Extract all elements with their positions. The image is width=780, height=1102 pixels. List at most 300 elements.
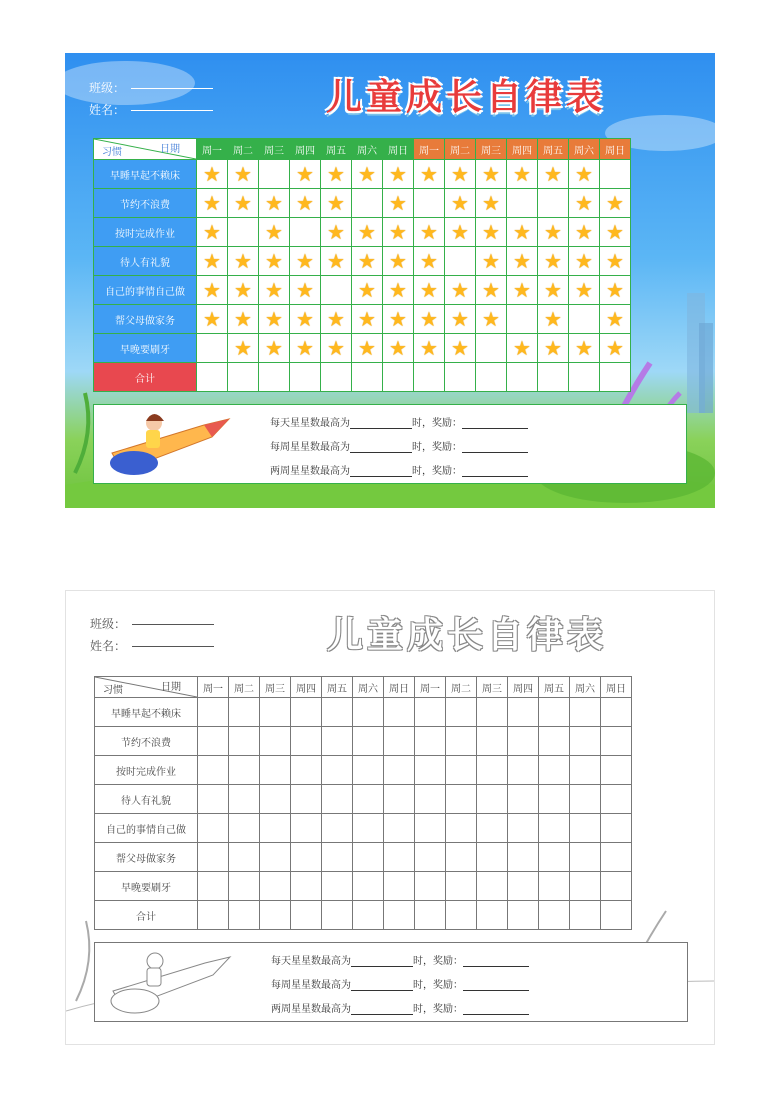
star-icon: ★ — [358, 219, 376, 244]
day-cell-bw[interactable] — [322, 727, 353, 756]
day-cell[interactable] — [259, 189, 290, 218]
day-cell-bw[interactable] — [508, 872, 539, 901]
total-cell-bw[interactable] — [198, 901, 229, 930]
total-cell[interactable] — [383, 363, 414, 392]
day-cell-bw[interactable] — [291, 727, 322, 756]
day-cell[interactable] — [228, 276, 259, 305]
day-cell-bw[interactable] — [601, 843, 632, 872]
day-cell[interactable] — [352, 160, 383, 189]
day-cell-bw[interactable] — [260, 727, 291, 756]
reward-row-weekly-bw: 每周星星数最高为 时，奖励： — [271, 976, 529, 991]
day-cell-bw[interactable] — [446, 814, 477, 843]
star-icon: ★ — [358, 248, 376, 273]
day-cell[interactable] — [414, 189, 445, 218]
day-cell-bw[interactable] — [477, 756, 508, 785]
day-cell[interactable] — [197, 305, 228, 334]
star-icon: ★ — [513, 161, 531, 186]
day-cell-bw[interactable] — [353, 872, 384, 901]
day-cell[interactable] — [290, 305, 321, 334]
total-cell-bw[interactable] — [539, 901, 570, 930]
day-cell-bw[interactable] — [198, 698, 229, 727]
day-cell-bw[interactable] — [260, 843, 291, 872]
day-cell[interactable] — [569, 247, 600, 276]
day-cell-bw[interactable] — [260, 698, 291, 727]
name-field[interactable]: 姓名： — [89, 101, 213, 118]
reward-panel — [93, 404, 687, 484]
day-cell[interactable] — [352, 305, 383, 334]
day-header-bw: 周三 — [260, 677, 291, 698]
day-cell[interactable] — [507, 160, 538, 189]
day-cell[interactable] — [538, 189, 569, 218]
day-cell[interactable] — [476, 334, 507, 363]
day-cell-bw[interactable] — [415, 814, 446, 843]
day-cell-bw[interactable] — [477, 872, 508, 901]
day-cell-bw[interactable] — [539, 727, 570, 756]
day-cell[interactable] — [445, 218, 476, 247]
day-cell[interactable] — [507, 247, 538, 276]
day-header: 周五 — [538, 139, 569, 160]
day-cell[interactable] — [352, 218, 383, 247]
total-cell-bw[interactable] — [384, 901, 415, 930]
day-cell-bw[interactable] — [229, 814, 260, 843]
day-cell[interactable] — [445, 305, 476, 334]
day-cell-bw[interactable] — [415, 727, 446, 756]
day-cell[interactable] — [197, 189, 228, 218]
biweekly-reward-blank[interactable] — [462, 476, 528, 477]
total-cell[interactable] — [290, 363, 321, 392]
star-icon: ★ — [234, 335, 252, 360]
day-cell[interactable] — [352, 334, 383, 363]
day-cell-bw[interactable] — [260, 785, 291, 814]
daily-count-blank[interactable] — [350, 428, 412, 429]
day-cell-bw[interactable] — [446, 785, 477, 814]
day-cell[interactable] — [290, 160, 321, 189]
star-icon: ★ — [389, 248, 407, 273]
day-cell-bw[interactable] — [322, 785, 353, 814]
habit-label: 待人有礼貌 — [94, 247, 197, 276]
day-cell[interactable] — [507, 218, 538, 247]
star-icon: ★ — [544, 161, 562, 186]
total-cell[interactable] — [600, 363, 631, 392]
day-cell-bw[interactable] — [291, 785, 322, 814]
name-field-bw[interactable]: 姓名： — [90, 637, 214, 654]
day-cell[interactable] — [259, 305, 290, 334]
day-cell-bw[interactable] — [508, 698, 539, 727]
day-cell-bw[interactable] — [198, 727, 229, 756]
day-cell-bw[interactable] — [198, 843, 229, 872]
day-cell[interactable] — [569, 334, 600, 363]
day-cell-bw[interactable] — [508, 814, 539, 843]
day-cell[interactable] — [197, 247, 228, 276]
biweekly-count-blank[interactable] — [350, 476, 412, 477]
day-cell-bw[interactable] — [384, 872, 415, 901]
star-icon: ★ — [358, 335, 376, 360]
day-cell-bw[interactable] — [446, 843, 477, 872]
star-icon: ★ — [420, 161, 438, 186]
day-cell[interactable] — [569, 305, 600, 334]
day-cell[interactable] — [352, 247, 383, 276]
day-cell-bw[interactable] — [446, 727, 477, 756]
day-header: 周一 — [197, 139, 228, 160]
star-icon: ★ — [203, 161, 221, 186]
day-cell-bw[interactable] — [601, 872, 632, 901]
day-cell-bw[interactable] — [384, 843, 415, 872]
day-cell-bw[interactable] — [198, 814, 229, 843]
star-icon: ★ — [451, 219, 469, 244]
biweekly-reward-blank-bw[interactable] — [463, 1014, 529, 1015]
day-cell-bw[interactable] — [415, 756, 446, 785]
star-icon: ★ — [203, 306, 221, 331]
day-cell-bw[interactable] — [601, 814, 632, 843]
total-cell-bw[interactable] — [260, 901, 291, 930]
total-cell[interactable] — [228, 363, 259, 392]
day-cell-bw[interactable] — [601, 727, 632, 756]
weekly-reward-blank-bw[interactable] — [463, 990, 529, 991]
weekly-count-blank-bw[interactable] — [351, 990, 413, 991]
day-cell-bw[interactable] — [570, 814, 601, 843]
habit-label: 早睡早起不赖床 — [94, 160, 197, 189]
total-cell-bw[interactable] — [601, 901, 632, 930]
total-cell[interactable] — [414, 363, 445, 392]
star-icon: ★ — [234, 248, 252, 273]
day-cell-bw[interactable] — [601, 756, 632, 785]
total-cell[interactable] — [445, 363, 476, 392]
class-field-bw[interactable]: 班级： — [90, 615, 214, 632]
total-cell[interactable] — [259, 363, 290, 392]
day-cell-bw[interactable] — [322, 843, 353, 872]
day-cell-bw[interactable] — [539, 756, 570, 785]
day-cell-bw[interactable] — [322, 872, 353, 901]
total-cell[interactable] — [321, 363, 352, 392]
day-cell[interactable] — [290, 276, 321, 305]
day-cell[interactable] — [476, 189, 507, 218]
total-cell-bw[interactable] — [570, 901, 601, 930]
day-cell[interactable] — [383, 160, 414, 189]
name-input-line-bw[interactable] — [132, 646, 214, 647]
day-cell-bw[interactable] — [601, 785, 632, 814]
day-cell-bw[interactable] — [291, 872, 322, 901]
biweekly-count-blank-bw[interactable] — [351, 1014, 413, 1015]
class-input-line[interactable] — [131, 88, 213, 89]
day-cell[interactable] — [197, 218, 228, 247]
habit-label: 早晚要刷牙 — [94, 334, 197, 363]
star-icon: ★ — [265, 335, 283, 360]
day-cell[interactable] — [321, 189, 352, 218]
day-cell[interactable] — [259, 160, 290, 189]
star-icon: ★ — [420, 219, 438, 244]
day-cell[interactable] — [259, 247, 290, 276]
habit-row-bw — [95, 843, 632, 872]
star-icon: ★ — [327, 248, 345, 273]
day-cell-bw[interactable] — [198, 785, 229, 814]
day-cell-bw[interactable] — [477, 727, 508, 756]
star-icon: ★ — [389, 219, 407, 244]
day-header: 周三 — [476, 139, 507, 160]
day-cell[interactable] — [352, 276, 383, 305]
day-cell[interactable] — [538, 160, 569, 189]
day-cell[interactable] — [569, 276, 600, 305]
day-cell[interactable] — [414, 305, 445, 334]
star-icon: ★ — [420, 335, 438, 360]
star-icon: ★ — [327, 161, 345, 186]
day-cell[interactable] — [290, 189, 321, 218]
day-cell-bw[interactable] — [353, 785, 384, 814]
day-cell-bw[interactable] — [446, 872, 477, 901]
day-cell[interactable] — [538, 276, 569, 305]
day-cell[interactable] — [600, 276, 631, 305]
day-cell-bw[interactable] — [446, 698, 477, 727]
habit-label: 帮父母做家务 — [94, 305, 197, 334]
star-icon: ★ — [389, 190, 407, 215]
day-cell[interactable] — [228, 189, 259, 218]
day-cell[interactable] — [445, 247, 476, 276]
total-cell-bw[interactable] — [446, 901, 477, 930]
day-header-bw: 周一 — [415, 677, 446, 698]
day-cell-bw[interactable] — [198, 872, 229, 901]
reward-row-weekly: 每周星星数最高为 时，奖励： — [270, 438, 528, 453]
star-icon: ★ — [606, 248, 624, 273]
day-cell[interactable] — [321, 334, 352, 363]
habit-label: 按时完成作业 — [94, 218, 197, 247]
day-cell-bw[interactable] — [415, 872, 446, 901]
day-cell-bw[interactable] — [229, 785, 260, 814]
star-icon: ★ — [482, 190, 500, 215]
day-cell[interactable] — [538, 218, 569, 247]
star-icon: ★ — [575, 335, 593, 360]
day-cell[interactable] — [414, 218, 445, 247]
girl-rocket-line-art — [95, 943, 245, 1021]
day-cell-bw[interactable] — [415, 843, 446, 872]
day-header: 周六 — [569, 139, 600, 160]
day-cell-bw[interactable] — [446, 756, 477, 785]
total-cell[interactable] — [569, 363, 600, 392]
total-cell-bw[interactable] — [477, 901, 508, 930]
day-cell-bw[interactable] — [570, 698, 601, 727]
day-cell-bw[interactable] — [353, 843, 384, 872]
day-cell-bw[interactable] — [477, 843, 508, 872]
day-cell-bw[interactable] — [539, 698, 570, 727]
daily-reward-blank-bw[interactable] — [463, 966, 529, 967]
day-cell-bw[interactable] — [508, 756, 539, 785]
total-cell-bw[interactable] — [508, 901, 539, 930]
day-cell[interactable] — [197, 276, 228, 305]
day-cell-bw[interactable] — [229, 872, 260, 901]
star-icon: ★ — [296, 248, 314, 273]
day-cell-bw[interactable] — [570, 785, 601, 814]
day-cell-bw[interactable] — [415, 698, 446, 727]
day-cell[interactable] — [352, 189, 383, 218]
day-cell[interactable] — [476, 276, 507, 305]
day-cell-bw[interactable] — [291, 814, 322, 843]
day-cell-bw[interactable] — [353, 698, 384, 727]
star-icon: ★ — [203, 277, 221, 302]
day-cell[interactable] — [197, 160, 228, 189]
day-cell-bw[interactable] — [539, 843, 570, 872]
star-icon: ★ — [451, 335, 469, 360]
day-cell[interactable] — [290, 334, 321, 363]
day-cell[interactable] — [476, 160, 507, 189]
day-cell[interactable] — [600, 218, 631, 247]
day-cell[interactable] — [538, 247, 569, 276]
day-cell-bw[interactable] — [291, 756, 322, 785]
day-cell-bw[interactable] — [477, 785, 508, 814]
day-cell[interactable] — [538, 305, 569, 334]
day-header-bw: 周日 — [601, 677, 632, 698]
day-cell-bw[interactable] — [198, 756, 229, 785]
day-cell[interactable] — [476, 305, 507, 334]
day-cell-bw[interactable] — [539, 814, 570, 843]
day-cell-bw[interactable] — [539, 785, 570, 814]
class-input-line-bw[interactable] — [132, 624, 214, 625]
star-icon: ★ — [389, 161, 407, 186]
day-cell[interactable] — [600, 305, 631, 334]
day-cell[interactable] — [569, 218, 600, 247]
day-cell[interactable] — [507, 334, 538, 363]
day-cell-bw[interactable] — [322, 756, 353, 785]
day-cell[interactable] — [414, 334, 445, 363]
star-icon: ★ — [296, 190, 314, 215]
day-cell[interactable] — [569, 189, 600, 218]
day-cell[interactable] — [228, 160, 259, 189]
day-cell[interactable] — [259, 218, 290, 247]
day-cell-bw[interactable] — [384, 698, 415, 727]
day-cell-bw[interactable] — [229, 698, 260, 727]
day-cell-bw[interactable] — [570, 727, 601, 756]
day-cell[interactable] — [383, 247, 414, 276]
day-cell-bw[interactable] — [570, 843, 601, 872]
day-cell[interactable] — [600, 247, 631, 276]
star-icon: ★ — [575, 248, 593, 273]
day-cell[interactable] — [383, 189, 414, 218]
day-cell-bw[interactable] — [353, 814, 384, 843]
day-cell[interactable] — [476, 218, 507, 247]
day-cell-bw[interactable] — [570, 872, 601, 901]
day-cell-bw[interactable] — [353, 756, 384, 785]
day-cell[interactable] — [383, 305, 414, 334]
day-cell[interactable] — [507, 276, 538, 305]
day-cell[interactable] — [228, 305, 259, 334]
weekly-reward-blank[interactable] — [462, 452, 528, 453]
day-cell[interactable] — [445, 334, 476, 363]
day-cell-bw[interactable] — [229, 756, 260, 785]
star-icon: ★ — [513, 248, 531, 273]
day-cell-bw[interactable] — [508, 843, 539, 872]
day-cell[interactable] — [290, 247, 321, 276]
day-cell-bw[interactable] — [260, 814, 291, 843]
day-cell-bw[interactable] — [384, 727, 415, 756]
total-cell[interactable] — [197, 363, 228, 392]
day-cell[interactable] — [321, 160, 352, 189]
day-cell[interactable] — [445, 276, 476, 305]
day-cell[interactable] — [228, 218, 259, 247]
day-cell-bw[interactable] — [353, 727, 384, 756]
day-cell[interactable] — [414, 160, 445, 189]
total-cell-bw[interactable] — [415, 901, 446, 930]
day-cell[interactable] — [414, 247, 445, 276]
habit-table-bw — [94, 676, 632, 930]
day-cell-bw[interactable] — [291, 698, 322, 727]
total-cell-bw[interactable] — [291, 901, 322, 930]
star-icon: ★ — [451, 190, 469, 215]
day-cell[interactable] — [445, 160, 476, 189]
star-icon: ★ — [327, 190, 345, 215]
total-cell-bw[interactable] — [353, 901, 384, 930]
day-cell[interactable] — [383, 276, 414, 305]
day-cell[interactable] — [259, 276, 290, 305]
star-icon: ★ — [544, 277, 562, 302]
day-cell[interactable] — [321, 247, 352, 276]
day-cell-bw[interactable] — [508, 785, 539, 814]
day-cell[interactable] — [197, 334, 228, 363]
day-cell[interactable] — [476, 247, 507, 276]
day-cell-bw[interactable] — [539, 872, 570, 901]
day-cell-bw[interactable] — [322, 698, 353, 727]
day-cell[interactable] — [383, 218, 414, 247]
day-cell[interactable] — [414, 276, 445, 305]
name-input-line[interactable] — [131, 110, 213, 111]
total-cell[interactable] — [538, 363, 569, 392]
day-cell[interactable] — [321, 305, 352, 334]
star-icon: ★ — [265, 277, 283, 302]
habit-label-bw: 早睡早起不赖床 — [95, 698, 198, 727]
corner-cell — [94, 139, 197, 160]
day-cell[interactable] — [538, 334, 569, 363]
day-cell-bw[interactable] — [570, 756, 601, 785]
day-cell[interactable] — [259, 334, 290, 363]
total-label: 合计 — [94, 363, 197, 392]
day-cell[interactable] — [600, 160, 631, 189]
day-cell-bw[interactable] — [384, 814, 415, 843]
day-cell-bw[interactable] — [477, 814, 508, 843]
day-cell-bw[interactable] — [384, 785, 415, 814]
day-cell[interactable] — [507, 305, 538, 334]
daily-reward-blank[interactable] — [462, 428, 528, 429]
weekly-count-blank[interactable] — [350, 452, 412, 453]
day-cell[interactable] — [569, 160, 600, 189]
day-cell-bw[interactable] — [384, 756, 415, 785]
daily-count-blank-bw[interactable] — [351, 966, 413, 967]
day-cell[interactable] — [228, 247, 259, 276]
day-cell-bw[interactable] — [415, 785, 446, 814]
day-cell[interactable] — [228, 334, 259, 363]
habit-label: 自己的事情自己做 — [94, 276, 197, 305]
day-cell[interactable] — [383, 334, 414, 363]
day-cell-bw[interactable] — [508, 727, 539, 756]
total-cell[interactable] — [507, 363, 538, 392]
day-cell[interactable] — [507, 189, 538, 218]
total-cell-bw[interactable] — [229, 901, 260, 930]
day-cell-bw[interactable] — [291, 843, 322, 872]
day-cell-bw[interactable] — [260, 872, 291, 901]
class-field[interactable]: 班级： — [89, 79, 213, 96]
total-cell-bw[interactable] — [322, 901, 353, 930]
day-cell[interactable] — [600, 189, 631, 218]
day-cell[interactable] — [600, 334, 631, 363]
day-cell[interactable] — [445, 189, 476, 218]
day-cell-bw[interactable] — [229, 843, 260, 872]
habit-row — [94, 276, 631, 305]
day-cell-bw[interactable] — [601, 698, 632, 727]
day-cell-bw[interactable] — [477, 698, 508, 727]
day-cell[interactable] — [321, 218, 352, 247]
day-cell-bw[interactable] — [322, 814, 353, 843]
day-cell[interactable] — [290, 218, 321, 247]
day-cell-bw[interactable] — [260, 756, 291, 785]
total-cell[interactable] — [352, 363, 383, 392]
day-cell[interactable] — [321, 276, 352, 305]
day-cell-bw[interactable] — [229, 727, 260, 756]
total-cell[interactable] — [476, 363, 507, 392]
